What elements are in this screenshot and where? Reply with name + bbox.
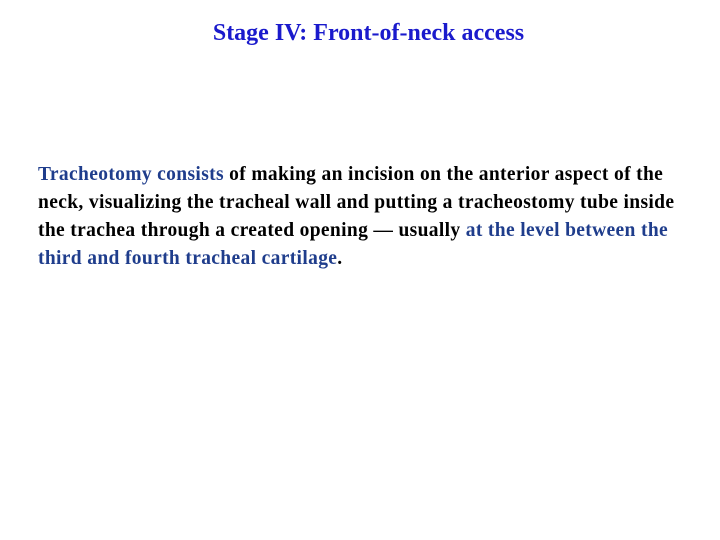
body-highlight-location: at the level between the third and fourth tracheal cartilage — [38, 220, 669, 269]
slide-title: Stage IV: Front-of-neck access — [212, 20, 525, 46]
body-text: of making an incision on the anterior aspect of the neck, visualizing the tracheal wall and putting a tracheostomy tube inside the trachea through a created opening — usually — [38, 164, 675, 241]
body-highlight-term: Tracheotomy consists — [38, 164, 224, 185]
slide-body-paragraph — [38, 161, 678, 273]
body-text-end: . — [337, 248, 343, 269]
